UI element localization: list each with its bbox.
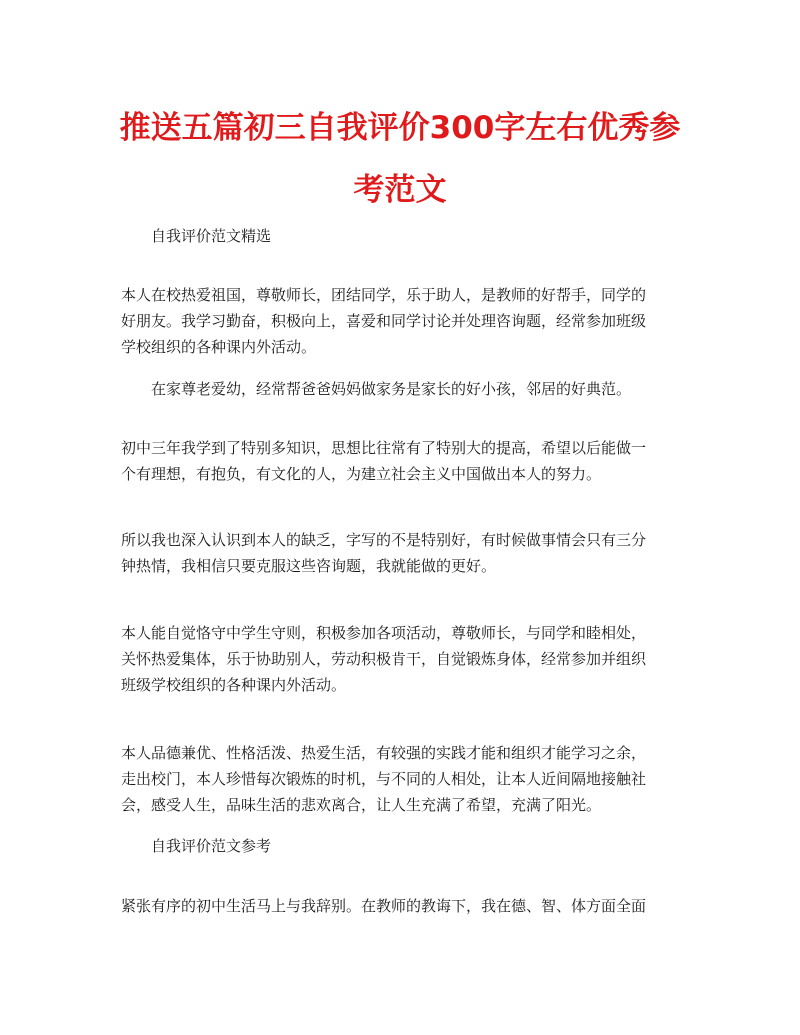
document-title-line-1: 推送五篇初三自我评价300字左右优秀参 (119, 110, 681, 146)
paragraph-5 (121, 620, 681, 698)
paragraph-line: 本人品德兼优、性格活泼、热爱生活，有较强的实践才能和组织才能学习之余， (121, 744, 647, 762)
paragraph-line: 钟热情，我相信只要克服这些咨询题，我就能做的更好。 (121, 557, 497, 575)
paragraph-line: 学校组织的各种课内外活动。 (121, 338, 317, 356)
paragraph-2: 在家尊老爱幼，经常帮爸爸妈妈做家务是家长的好小孩，邻居的好典范。 (151, 380, 632, 398)
paragraph-line: 本人能自觉恪守中学生守则，积极参加各项活动，尊敬师长，与同学和睦相处， (121, 624, 647, 642)
paragraph-6 (121, 740, 681, 818)
document-title-line-2: 考范文 (353, 172, 447, 208)
paragraph-line: 班级学校组织的各种课内外活动。 (121, 676, 347, 694)
paragraph-4 (121, 527, 681, 579)
section-heading-selected: 自我评价范文精选 (151, 227, 272, 245)
paragraph-line: 个有理想，有抱负，有文化的人，为建立社会主义中国做出本人的努力。 (121, 465, 602, 483)
paragraph-line: 紧张有序的初中生活马上与我辞别。在教师的教诲下，我在德、智、体方面全面 (121, 897, 647, 915)
paragraph-line: 初中三年我学到了特别多知识，思想比往常有了特别大的提高，希望以后能做一 (121, 439, 647, 457)
paragraph-7 (121, 893, 681, 919)
section-heading-reference: 自我评价范文参考 (151, 837, 272, 855)
paragraph-line: 会，感受人生，品味生活的悲欢离合，让人生充满了希望，充满了阳光。 (121, 796, 602, 814)
paragraph-line: 所以我也深入认识到本人的缺乏，字写的不是特别好，有时候做事情会只有三分 (121, 531, 647, 549)
paragraph-line: 好朋友。我学习勤奋，积极向上，喜爱和同学讨论并处理咨询题，经常参加班级 (121, 312, 647, 330)
paragraph-line: 走出校门，本人珍惜每次锻炼的时机，与不同的人相处，让本人近间隔地接触社 (121, 770, 647, 788)
paragraph-1 (121, 282, 681, 360)
paragraph-3 (121, 435, 681, 487)
paragraph-line: 本人在校热爱祖国，尊敬师长，团结同学，乐于助人，是教师的好帮手，同学的 (121, 286, 647, 304)
paragraph-line: 关怀热爱集体，乐于协助别人，劳动积极肯干，自觉锻炼身体，经常参加并组织 (121, 650, 647, 668)
